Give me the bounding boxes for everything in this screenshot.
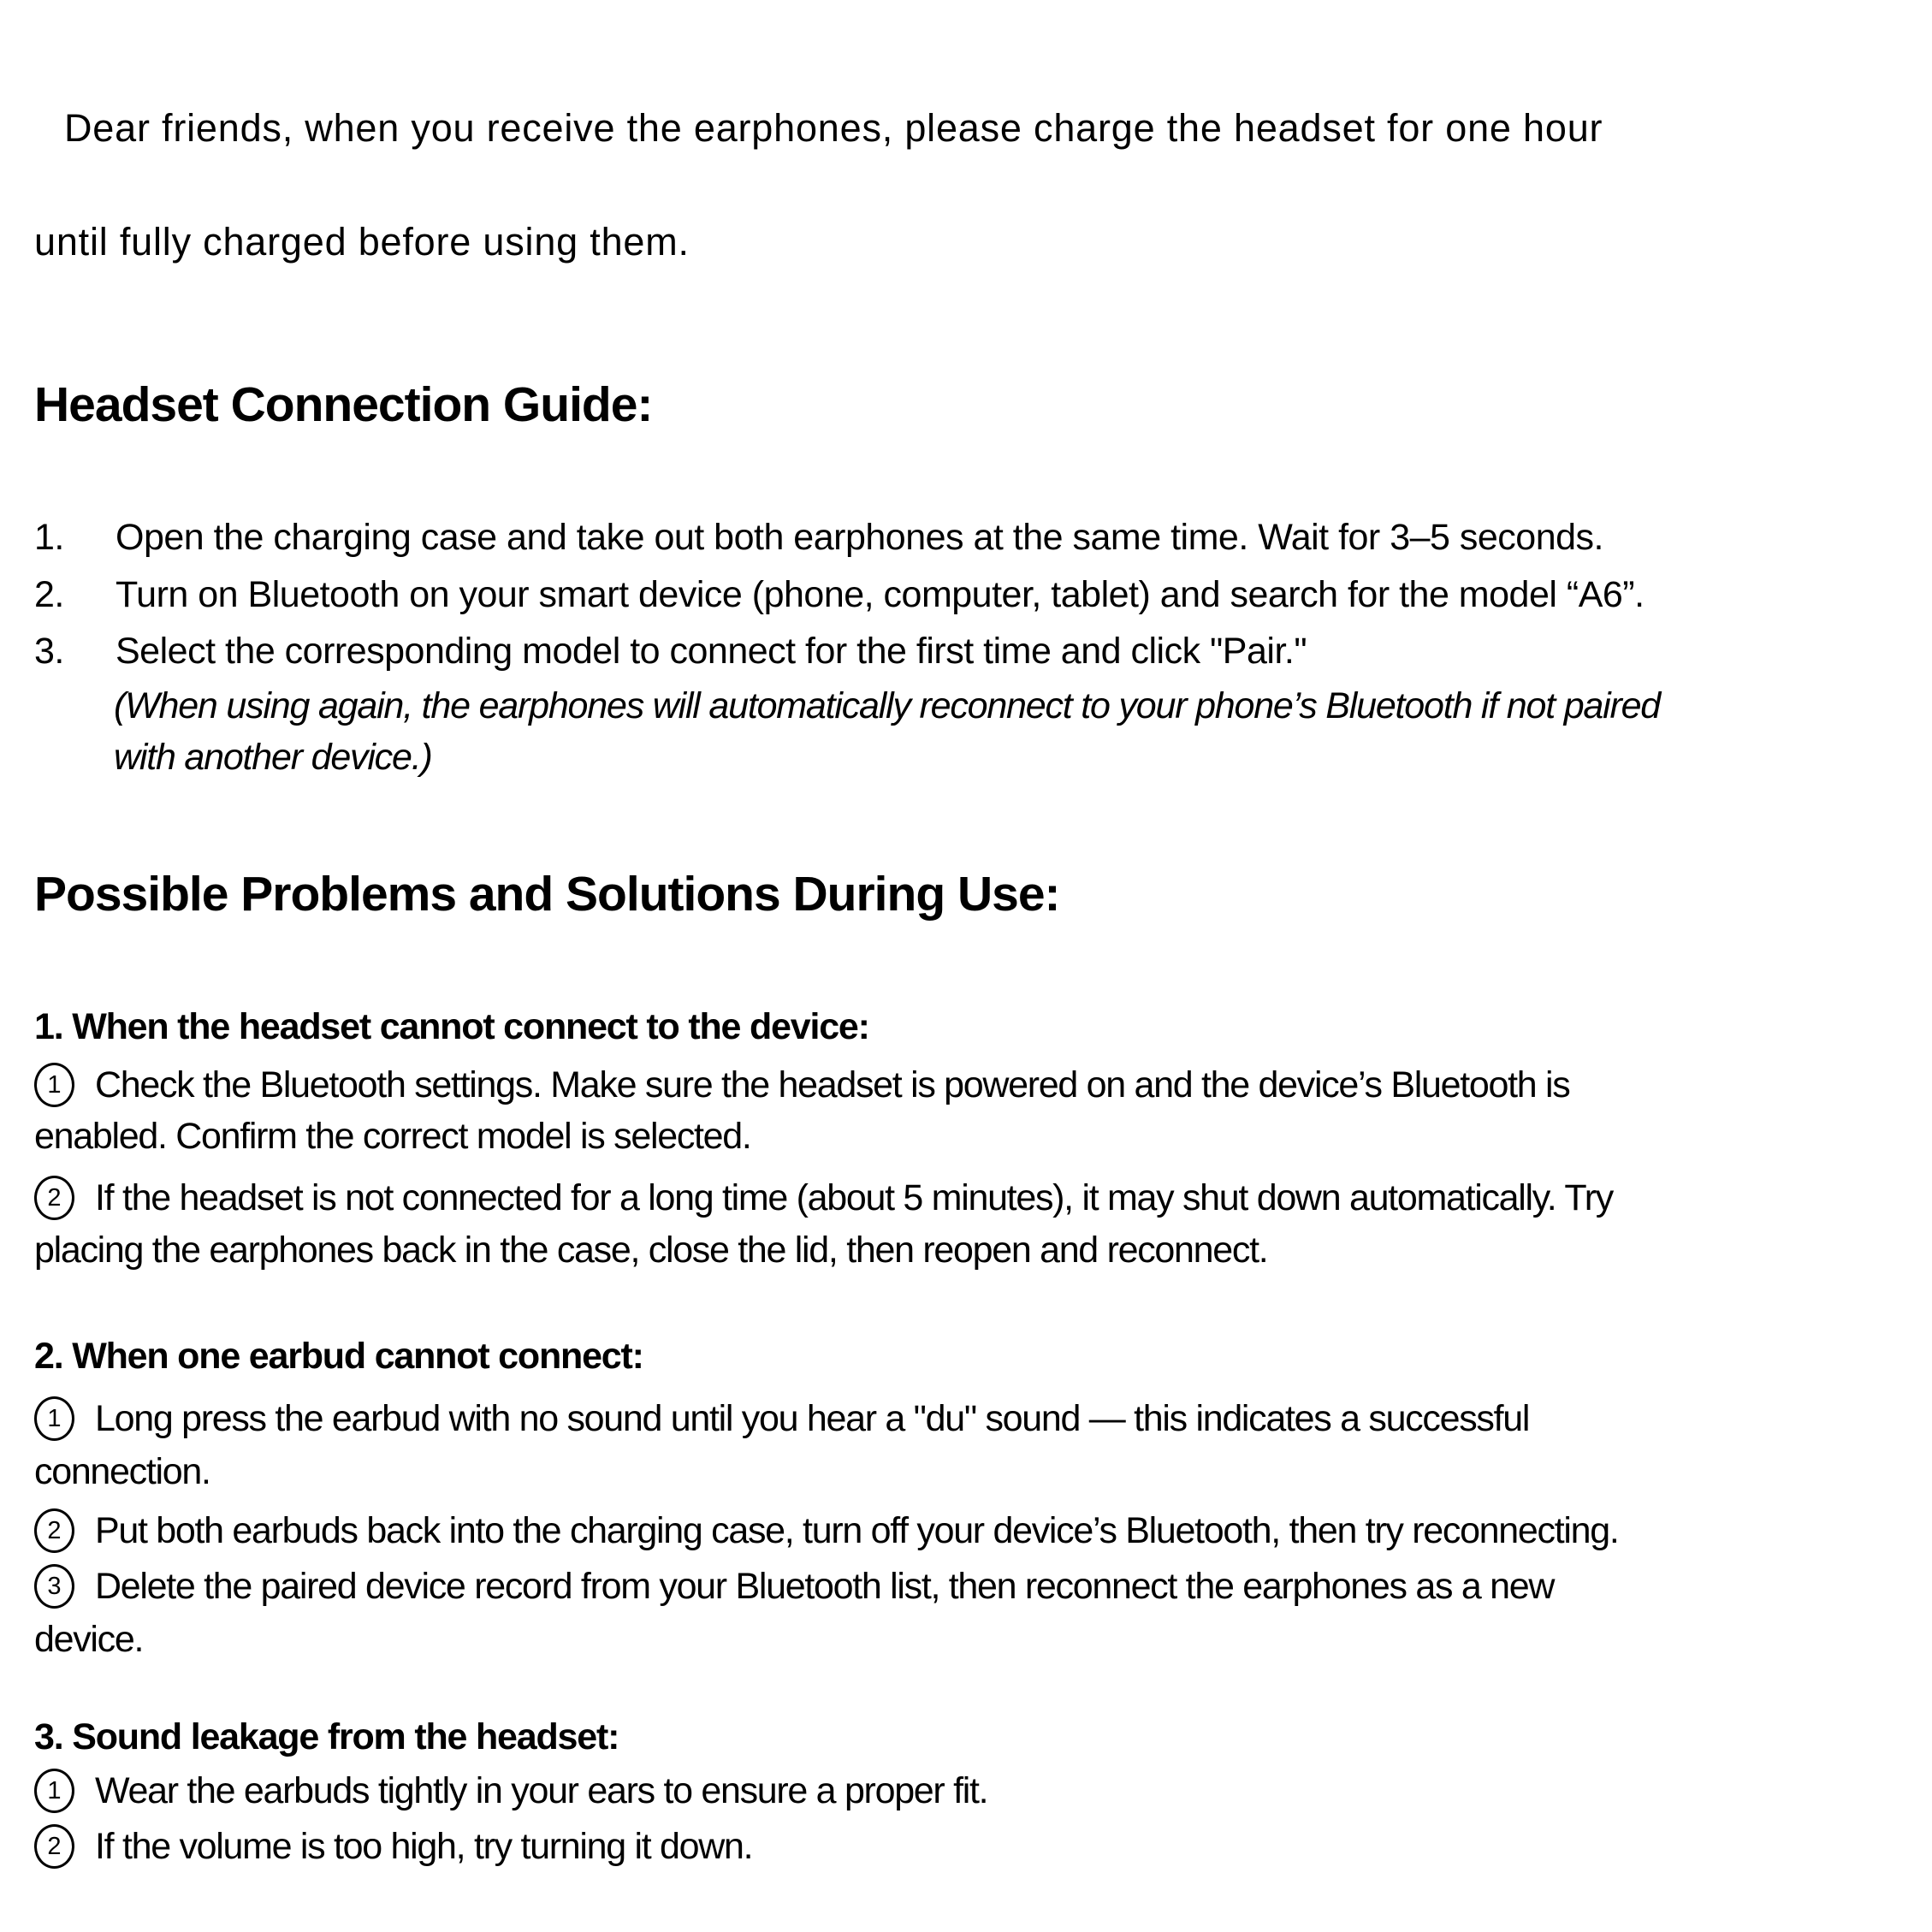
- guide-step-2-text: Turn on Bluetooth on your smart device (phone, computer, tablet) and search for the model “A6”.: [116, 574, 1645, 615]
- guide-note-line-1: (When using again, the earphones will automatically reconnect to your phone’s Bluetooth if not paired: [114, 685, 1661, 726]
- section-2-item-3-line-1: Delete the paired device record from your Bluetooth list, then reconnect the earphones as a new: [95, 1565, 1555, 1607]
- section-1-title: 1. When the headset cannot connect to the device:: [34, 1006, 869, 1047]
- circled-number-icon: 1: [34, 1063, 74, 1107]
- guide-step-1: [34, 519, 1603, 556]
- circled-number-icon: 1: [34, 1769, 74, 1813]
- section-2-item-3-line-2: device.: [34, 1619, 144, 1660]
- section-1-item-2-line-2: placing the earphones back in the case, close the lid, then reopen and reconnect.: [34, 1230, 1268, 1271]
- section-1-item-2: [34, 1176, 1613, 1220]
- section-2-item-2-line-1: Put both earbuds back into the charging case, turn off your device’s Bluetooth, then try reconnecting.: [95, 1509, 1619, 1551]
- intro-line-1: Dear friends, when you receive the earphones, please charge the headset for one hour: [64, 106, 1603, 150]
- guide-step-1-number: 1.: [34, 517, 64, 558]
- guide-step-2: [34, 574, 1645, 615]
- section-1-item-1-line-2: enabled. Confirm the correct model is selected.: [34, 1116, 751, 1157]
- circled-number-icon: 2: [34, 1176, 74, 1220]
- circled-number-icon: 1: [34, 1396, 74, 1441]
- section-1-item-1-line-1: Check the Bluetooth settings. Make sure the headset is powered on and the device’s Bluetooth is: [95, 1064, 1570, 1105]
- intro-line-2: until fully charged before using them.: [34, 220, 690, 264]
- guide-step-3: [34, 633, 1307, 670]
- guide-note-line-2: with another device.): [114, 737, 432, 778]
- guide-step-2-number: 2.: [34, 574, 64, 615]
- guide-step-3-number: 3.: [34, 631, 64, 672]
- circled-number-icon: 2: [34, 1824, 74, 1869]
- guide-step-1-text: Open the charging case and take out both earphones at the same time. Wait for 3–5 seconds.: [116, 517, 1603, 558]
- section-3-title: 3. Sound leakage from the headset:: [34, 1716, 619, 1757]
- section-2-item-2: [34, 1508, 1619, 1553]
- section-3-item-1: [34, 1769, 987, 1813]
- heading-connection-guide: Headset Connection Guide:: [34, 377, 653, 432]
- section-1-item-1: [34, 1063, 1569, 1107]
- section-3-item-2-line-1: If the volume is too high, try turning it down.: [95, 1825, 753, 1867]
- section-2-item-1-line-2: connection.: [34, 1451, 210, 1492]
- section-2-title: 2. When one earbud cannot connect:: [34, 1336, 643, 1377]
- section-3-item-1-line-1: Wear the earbuds tightly in your ears to ensure a proper fit.: [95, 1769, 988, 1811]
- section-2-item-1: [34, 1396, 1529, 1441]
- heading-problems-solutions: Possible Problems and Solutions During Use:: [34, 867, 1060, 922]
- circled-number-icon: 3: [34, 1564, 74, 1609]
- circled-number-icon: 2: [34, 1508, 74, 1553]
- section-2-item-1-line-1: Long press the earbud with no sound until you hear a "du" sound — this indicates a successful: [95, 1397, 1530, 1439]
- guide-step-3-text: Select the corresponding model to connect for the first time and click "Pair.": [116, 631, 1307, 672]
- section-3-item-2: [34, 1824, 752, 1869]
- section-2-item-3: [34, 1564, 1554, 1609]
- section-1-item-2-line-1: If the headset is not connected for a long time (about 5 minutes), it may shut down automatically. Try: [95, 1176, 1613, 1218]
